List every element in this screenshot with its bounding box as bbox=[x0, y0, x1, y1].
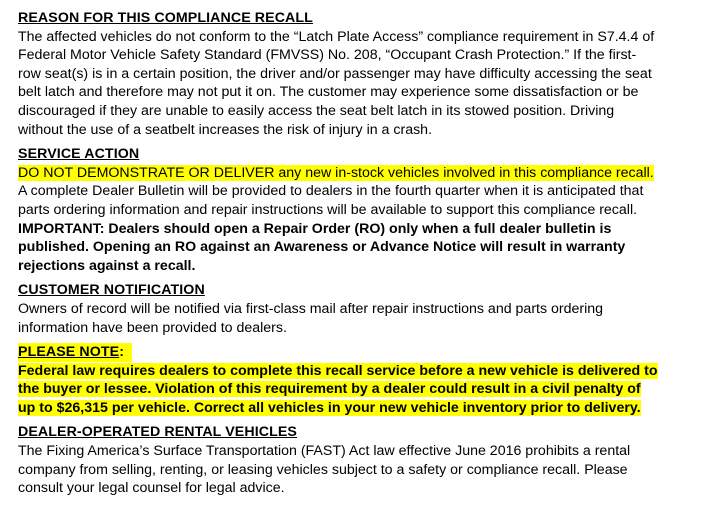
important-line: published. Opening an RO against an Awareness or Advance Notice will result in warranty bbox=[18, 239, 626, 256]
important-line: rejections against a recall. bbox=[18, 257, 196, 274]
customer-notification-section bbox=[18, 281, 694, 337]
please-note-line bbox=[18, 380, 694, 399]
rental-section bbox=[18, 423, 694, 497]
please-note-highlight: up to $26,315 per vehicle. Correct all vehicles in your new vehicle inventory prior to delivery. bbox=[18, 399, 641, 416]
please-note-colon: : bbox=[119, 344, 124, 361]
rental-heading: DEALER-OPERATED RENTAL VEHICLES bbox=[18, 424, 297, 441]
service-action-highlight bbox=[18, 164, 694, 183]
customer-notification-line: Owners of record will be notified via first-class mail after repair instructions and parts ordering bbox=[18, 300, 604, 317]
reason-heading: REASON FOR THIS COMPLIANCE RECALL bbox=[18, 10, 313, 26]
recall-notice-document bbox=[18, 9, 694, 498]
reason-line: The affected vehicles do not conform to the “Latch Plate Access” compliance requirement in S7.4.4 of bbox=[18, 28, 655, 45]
please-note-highlight: Federal law requires dealers to complete this recall service before a new vehicle is delivered to bbox=[18, 362, 658, 379]
customer-notification-line: information have been provided to dealers. bbox=[18, 319, 287, 336]
service-action-line: parts ordering information and repair instructions will be available to support this compliance recall. bbox=[18, 201, 638, 218]
rental-line: The Fixing America’s Surface Transportation (FAST) Act law effective June 2016 prohibits a rental bbox=[18, 443, 631, 460]
reason-line: Federal Motor Vehicle Safety Standard (FMVSS) No. 208, “Occupant Crash Protection.” If the first- bbox=[18, 47, 637, 64]
please-note-heading: PLEASE NOTE bbox=[18, 344, 120, 361]
reason-line: belt latch and therefore may not put it on. The customer may experience some dissatisfaction or be bbox=[18, 84, 639, 101]
please-note-line bbox=[18, 399, 694, 418]
important-line: IMPORTANT: Dealers should open a Repair Order (RO) only when a full dealer bulletin is bbox=[18, 220, 612, 237]
reason-line: discouraged if they are unable to easily access the seat belt latch in its stowed position. Driving bbox=[18, 102, 615, 119]
service-action-line: A complete Dealer Bulletin will be provided to dealers in the fourth quarter when it is anticipated that bbox=[18, 183, 644, 200]
please-note-line bbox=[18, 362, 694, 381]
reason-section bbox=[18, 9, 694, 139]
please-note-section bbox=[18, 343, 694, 417]
please-note-highlight: the buyer or lessee. Violation of this requirement by a dealer could result in a civil penalty of bbox=[18, 381, 641, 398]
rental-line: consult your legal counsel for legal advice. bbox=[18, 480, 285, 497]
reason-line: without the use of a seatbelt increases the risk of injury in a crash. bbox=[18, 121, 433, 138]
reason-line: row seat(s) is in a certain position, the driver and/or passenger may have difficulty accessing the seat bbox=[18, 65, 652, 82]
please-note-heading-row bbox=[18, 343, 694, 362]
customer-notification-heading: CUSTOMER NOTIFICATION bbox=[18, 282, 205, 299]
do-not-deliver-highlight: DO NOT DEMONSTRATE OR DELIVER any new in-stock vehicles involved in this compliance recall. bbox=[18, 164, 654, 181]
service-action-heading: SERVICE ACTION bbox=[18, 146, 140, 163]
reason-body bbox=[18, 28, 694, 140]
rental-line: company from selling, renting, or leasing vehicles subject to a safety or compliance recall. Please bbox=[18, 461, 628, 478]
service-action-section bbox=[18, 145, 694, 275]
